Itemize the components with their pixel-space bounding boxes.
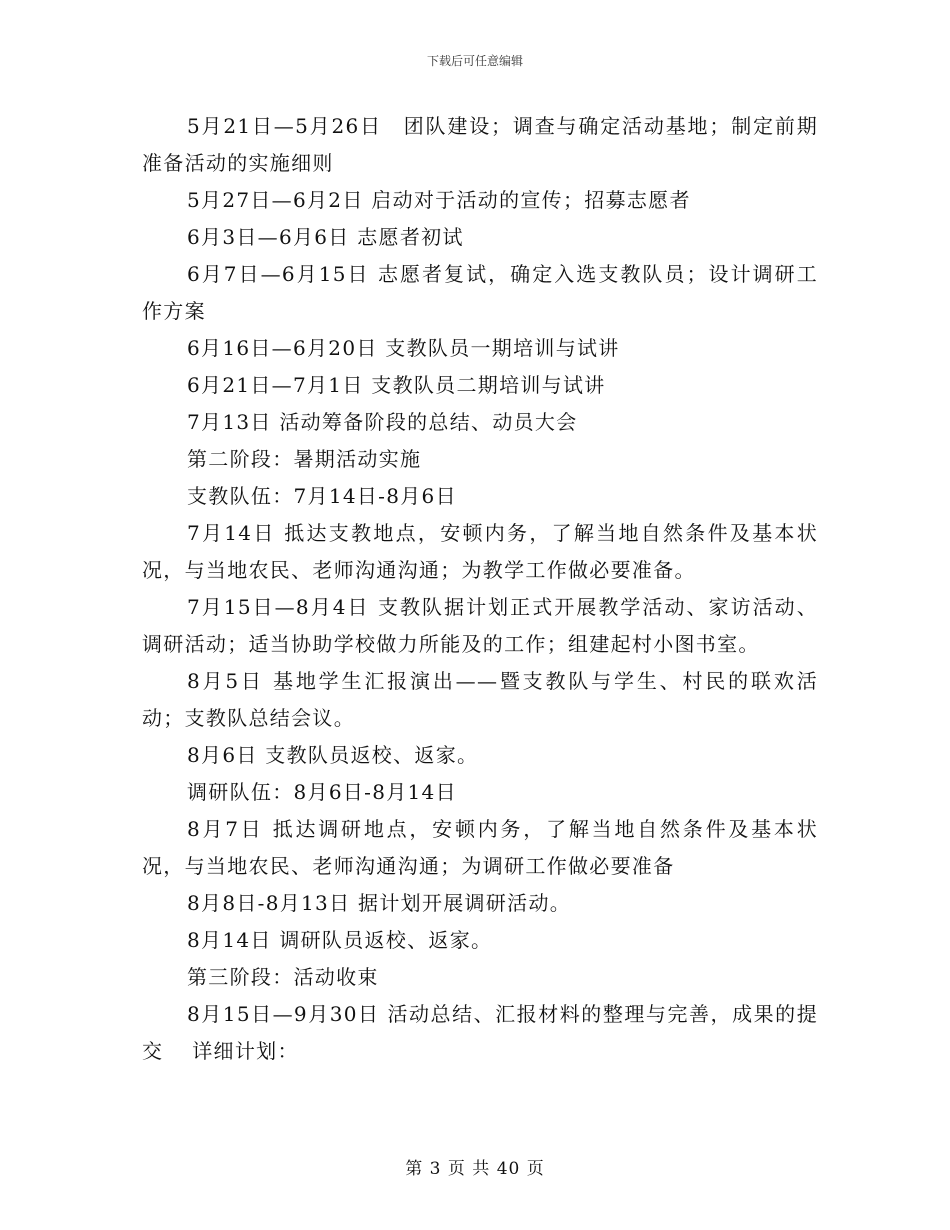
paragraph: 8月15日—9月30日 活动总结、汇报材料的整理与完善，成果的提交 详细计划： bbox=[142, 1002, 818, 1063]
paragraph: 6月21日—7月1日 支教队员二期培训与试讲 bbox=[187, 373, 606, 397]
paragraph: 6月7日—6月15日 志愿者复试，确定入选支教队员；设计调研工作方案 bbox=[142, 262, 818, 323]
team-schedule-heading: 支教队伍：7月14日-8月6日 bbox=[187, 484, 457, 508]
page-header: 下载后可任意编辑 bbox=[426, 54, 523, 68]
paragraph: 8月5日 基地学生汇报演出——暨支教队与学生、村民的联欢活动；支教队总结会议。 bbox=[142, 669, 818, 730]
paragraph: 7月13日 活动筹备阶段的总结、动员大会 bbox=[187, 410, 578, 434]
paragraph: 8月14日 调研队员返校、返家。 bbox=[187, 928, 493, 952]
paragraph: 6月16日—6月20日 支教队员一期培训与试讲 bbox=[187, 336, 620, 360]
paragraph: 6月3日—6月6日 志愿者初试 bbox=[187, 225, 464, 249]
team-schedule-heading: 调研队伍：8月6日-8月14日 bbox=[187, 780, 457, 804]
page-number-footer: 第 3 页 共 40 页 bbox=[405, 1159, 545, 1179]
section-heading: 第二阶段：暑期活动实施 bbox=[187, 447, 422, 471]
paragraph: 7月15日—8月4日 支教队据计划正式开展教学活动、家访活动、调研活动；适当协助学校做力所能及的工作；组建起村小图书室。 bbox=[142, 595, 818, 656]
section-heading: 第三阶段：活动收束 bbox=[187, 965, 379, 989]
paragraph: 8月8日-8月13日 据计划开展调研活动。 bbox=[187, 891, 572, 915]
paragraph: 5月21日—5月26日 团队建设；调查与确定活动基地；制定前期准备活动的实施细则 bbox=[142, 114, 818, 175]
paragraph: 7月14日 抵达支教地点，安顿内务，了解当地自然条件及基本状况，与当地农民、老师沟通沟通；为教学工作做必要准备。 bbox=[142, 521, 818, 582]
paragraph: 8月6日 支教队员返校、返家。 bbox=[187, 743, 479, 767]
paragraph: 8月7日 抵达调研地点，安顿内务，了解当地自然条件及基本状况，与当地农民、老师沟通沟通；为调研工作做必要准备 bbox=[142, 817, 818, 878]
document-body bbox=[142, 108, 818, 1070]
paragraph: 5月27日—6月2日 启动对于活动的宣传；招募志愿者 bbox=[187, 188, 691, 212]
